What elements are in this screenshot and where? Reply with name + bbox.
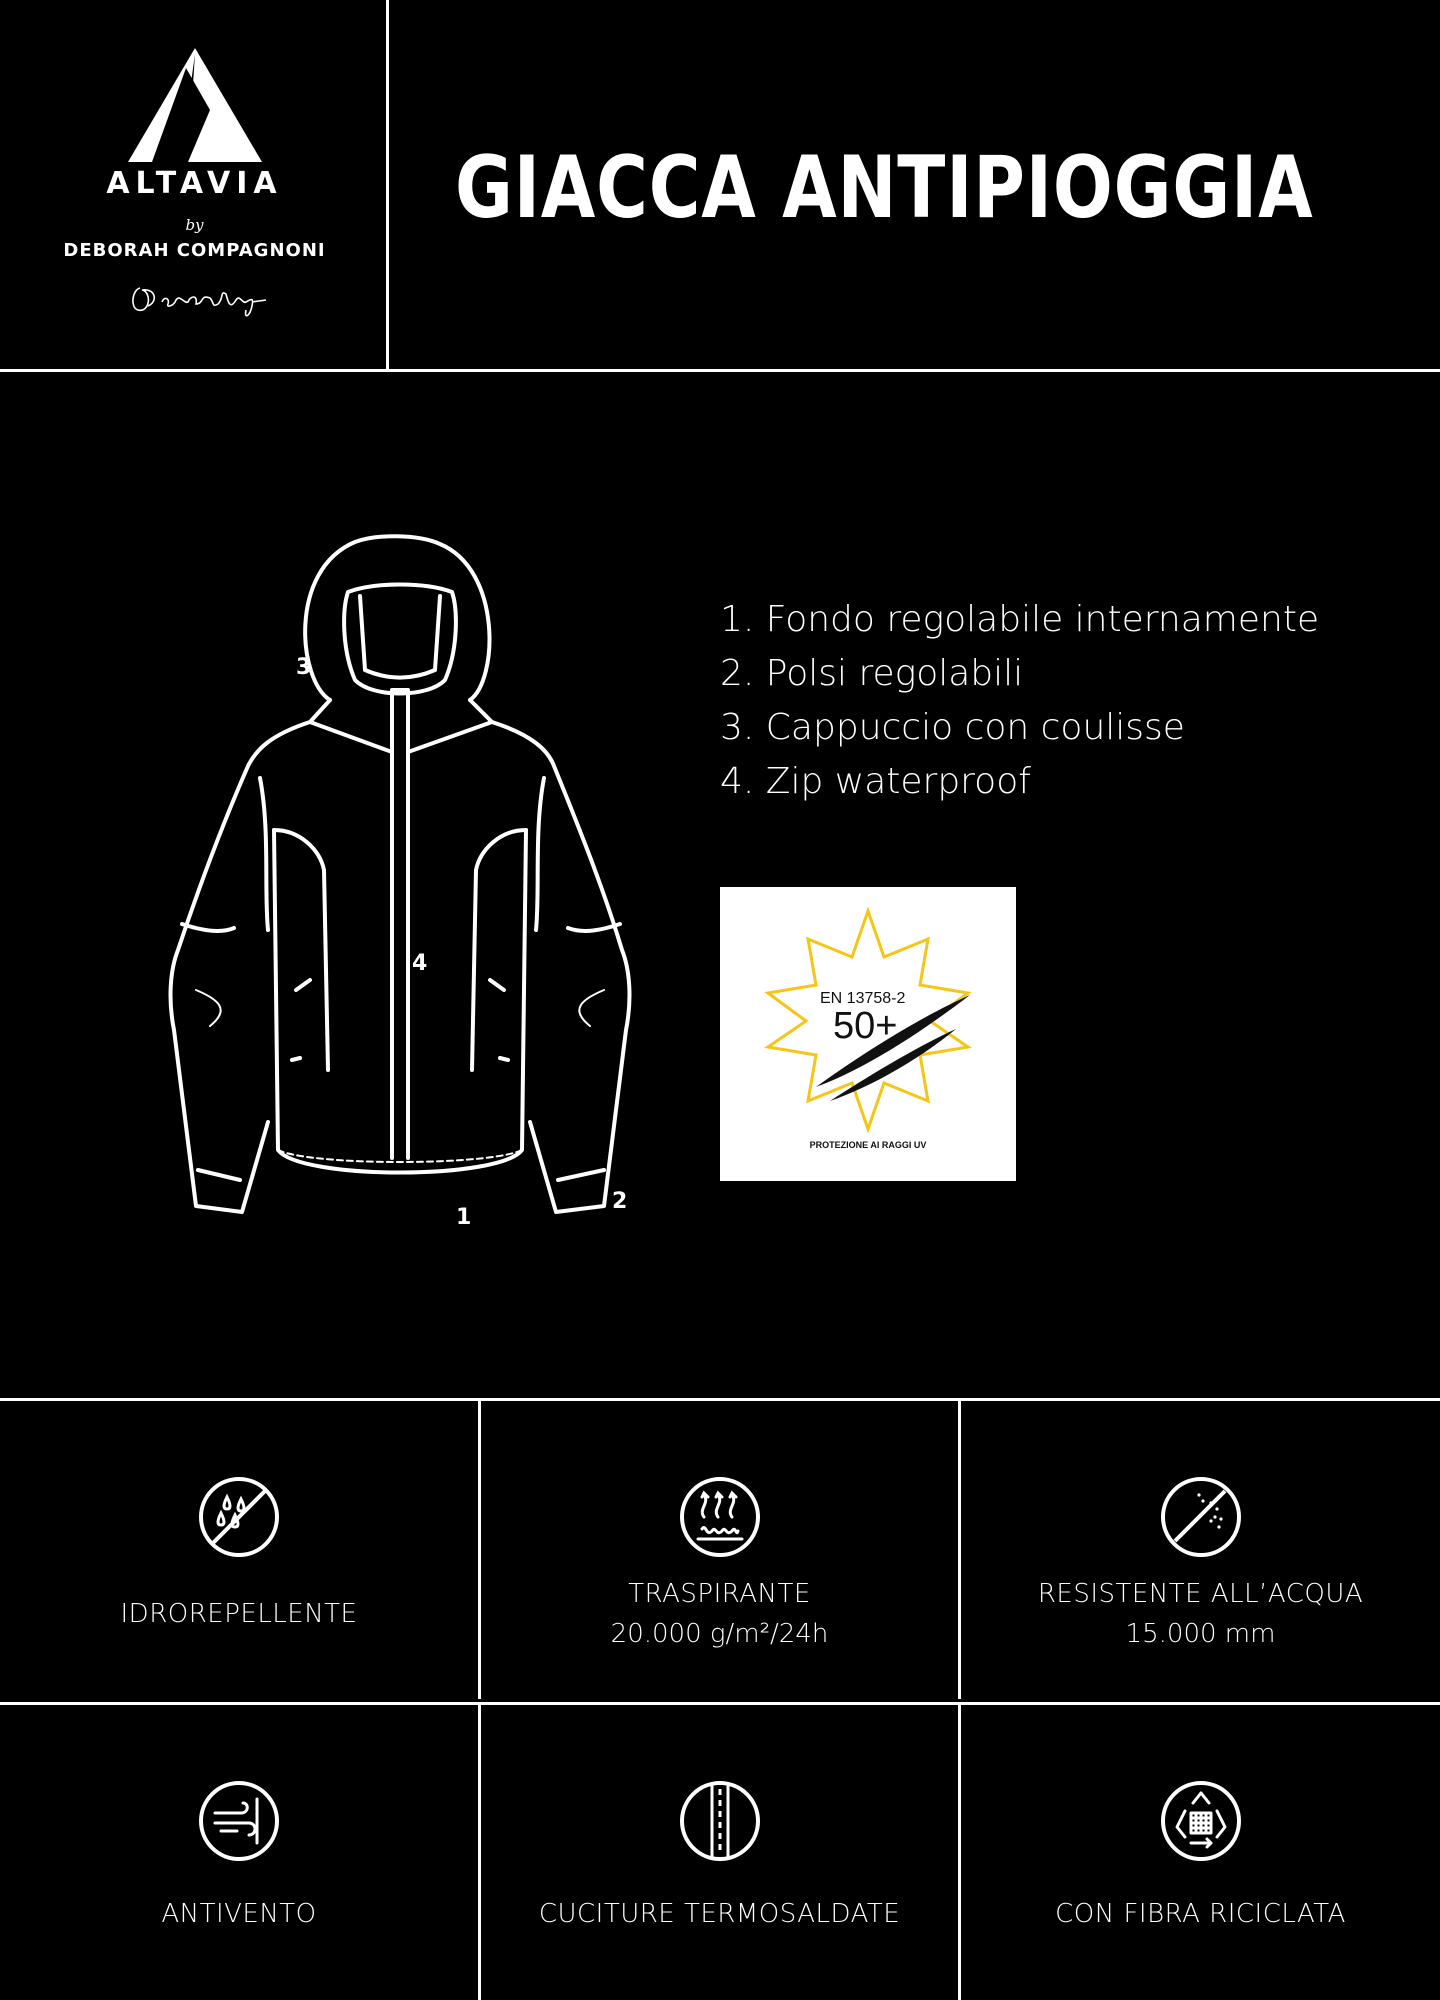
uv-caption: PROTEZIONE AI RAGGI UV — [809, 1140, 927, 1150]
property-label: ANTIVENTO — [161, 1899, 317, 1929]
properties-grid — [0, 1398, 1440, 2000]
water-resistant-icon — [1159, 1475, 1243, 1559]
jacket-illustration-icon — [160, 530, 640, 1230]
property-label: CUCITURE TERMOSALDATE — [538, 1899, 901, 1929]
property-breathable — [478, 1401, 958, 1699]
callout-2: 2 — [612, 1189, 628, 1214]
feature-item: 2. Polsi regolabili — [720, 653, 1024, 694]
feature-item: 4. Zip waterproof — [720, 761, 1031, 802]
uv-rating: 50+ — [833, 1005, 898, 1047]
brand-logo-panel — [0, 0, 389, 369]
callout-3: 3 — [296, 655, 312, 680]
property-water-repellent — [0, 1401, 478, 1699]
property-label: IDROREPELLENTE — [120, 1599, 358, 1629]
seams-icon — [678, 1779, 762, 1863]
property-windproof — [0, 1702, 478, 2000]
callout-4: 4 — [412, 951, 428, 976]
brand-by: by — [185, 216, 204, 234]
property-label: TRASPIRANTE — [628, 1579, 811, 1609]
property-label: CON FIBRA RICICLATA — [1055, 1899, 1346, 1929]
uv-protection-badge — [720, 887, 1016, 1181]
feature-list — [720, 593, 1319, 809]
page-title: GIACCA ANTIPIOGGIA — [455, 138, 1314, 238]
property-water-resistant — [958, 1401, 1440, 1699]
callout-1: 1 — [456, 1205, 472, 1230]
property-value: 20.000 g/m²/24h — [610, 1619, 829, 1649]
product-section — [0, 375, 1440, 1398]
recycle-icon — [1159, 1779, 1243, 1863]
property-label: RESISTENTE ALL’ACQUA — [1037, 1579, 1364, 1609]
property-recycled-fiber — [958, 1702, 1440, 2000]
brand-name: ALTAVIA — [106, 166, 283, 201]
wind-icon — [197, 1779, 281, 1863]
feature-item: 3. Cappuccio con coulisse — [720, 707, 1185, 748]
water-drops-icon — [197, 1475, 281, 1559]
header — [0, 0, 1440, 372]
signature-icon — [128, 280, 268, 322]
property-sealed-seams — [478, 1702, 958, 2000]
breathable-icon — [678, 1475, 762, 1559]
altavia-logo-icon — [128, 48, 262, 162]
brand-designer: DEBORAH COMPAGNONI — [63, 240, 326, 261]
property-value: 15.000 mm — [1125, 1619, 1276, 1649]
uv-standard: EN 13758-2 — [820, 990, 906, 1007]
feature-item: 1. Fondo regolabile internamente — [720, 599, 1320, 640]
